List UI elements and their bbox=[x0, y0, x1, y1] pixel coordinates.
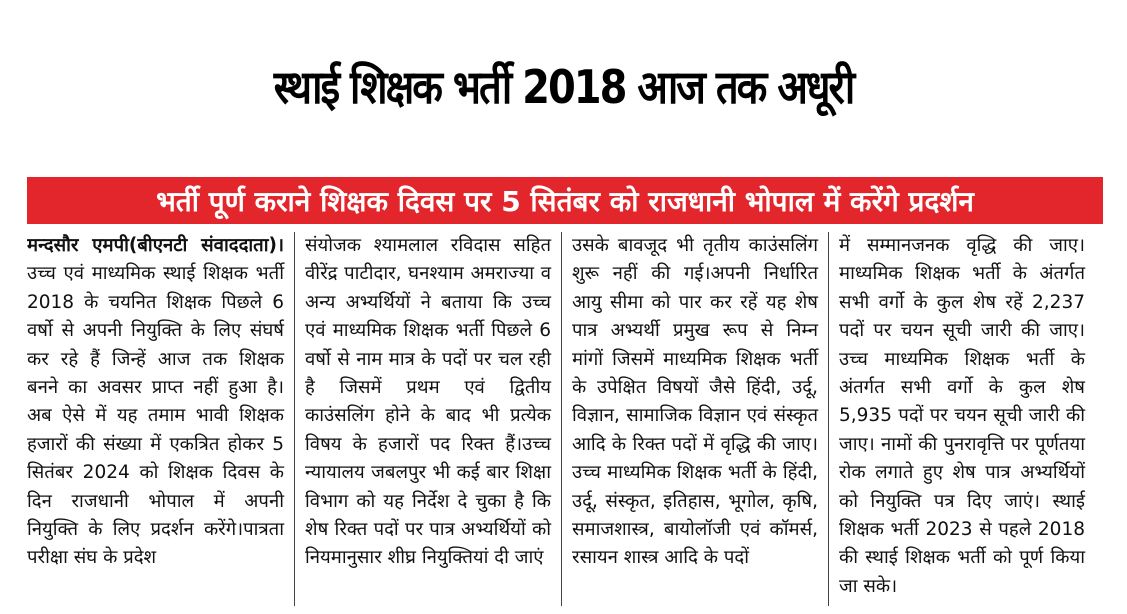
column-text: उच्च एवं माध्यमिक स्थाई शिक्षक भर्ती 2018 के चयनित शिक्षक पिछले 6 वर्षो से अपनी नियुक्ति के लिए संघर्ष कर रहे हैं जिन्हें आज तक शिक्षक बनने का अवसर प्राप्त नहीं हुआ है। अब ऐसे में यह तमाम भावी शिक्षक हजारों की संख्या में एकत्रित होकर 5 सितंबर 2024 को शिक्षक दिवस के दिन राजधानी भोपाल में अपनी नियुक्ति के लिए प्रदर्शन करेंगे।पात्रता परीक्षा संघ के प्रदेश bbox=[27, 263, 284, 569]
subheadline-banner bbox=[27, 177, 1103, 224]
column-text: संयोजक श्यामलाल रविदास सहित वीरेंद्र पाटीदार, घनश्याम अमराज्या व अन्य अभ्यर्थियों ने बताया कि उच्च एवं माध्यमिक शिक्षक भर्ती पिछले 6 वर्षो से नाम मात्र के पदों पर चल रही है जिसमें प्रथम एवं द्वितीय काउंसलिंग होने के बाद भी प्रत्येक विषय के हजारों पद रिक्त हैं।उच्च न्यायालय जबलपुर भी कई बार शिक्षा विभाग को यह निर्देश दे चुका है कि शेष रिक्त पदों पर पात्र अभ्यर्थियों को नियमानुसार शीघ्र नियुक्तियां दी जाएं bbox=[305, 235, 551, 569]
column-text: में सम्मानजनक वृद्धि की जाए। माध्यमिक शिक्षक भर्ती के अंतर्गत सभी वर्गो के कुल शेष रहें 2,237 पदों पर चयन सूची जारी की जाए। उच्च माध्यमिक शिक्षक भर्ती के अंतर्गत सभी वर्गो के कुल शेष 5,935 पदों पर चयन सूची जारी की जाए। नामों की पुनरावृत्ति पर पूर्णतया रोक लगाते हुए शेष पात्र अभ्यर्थियों को नियुक्ति पत्र दिए जाएं। स्थाई शिक्षक भर्ती 2023 से पहले 2018 की स्थाई शिक्षक भर्ती को पूर्ण किया जा सके। bbox=[839, 235, 1085, 597]
cropped-next-article bbox=[27, 600, 327, 614]
page-title: स्थाई शिक्षक भर्ती 2018 आज तक अधूरी bbox=[273, 61, 854, 115]
dateline: मन्दसौर एमपी(बीएनटी संवाददाता)। bbox=[27, 235, 284, 256]
article-column-2 bbox=[294, 232, 561, 606]
column-text: उसके बावजूद भी तृतीय काउंसलिंग शुरू नहीं की गई।अपनी निर्धारित आयु सीमा को पार कर रहें यह शेष पात्र अभ्यर्थी प्रमुख रूप से निम्न मांगों जिसमें माध्यमिक शिक्षक भर्ती के उपेक्षित विषयों जैसे हिंदी, उर्दू, विज्ञान, सामाजिक विज्ञान एवं संस्कृत आदि के रिक्त पदों में वृद्धि की जाए। उच्च माध्यमिक शिक्षक भर्ती के हिंदी, उर्दू, संस्कृत, इतिहास, भूगोल, कृषि, समाजशास्त्र, बायोलॉजी एवं कॉमर्स, रसायन शास्त्र आदि के पदों bbox=[572, 235, 818, 569]
article-body bbox=[27, 232, 1107, 606]
article-column-1 bbox=[27, 232, 294, 606]
article-column-3 bbox=[561, 232, 828, 606]
article-paragraph bbox=[27, 232, 284, 573]
subheadline: भर्ती पूर्ण कराने शिक्षक दिवस पर 5 सितंबर को राजधानी भोपाल में करेंगे प्रदर्शन bbox=[156, 184, 974, 218]
article-column-4 bbox=[828, 232, 1095, 606]
